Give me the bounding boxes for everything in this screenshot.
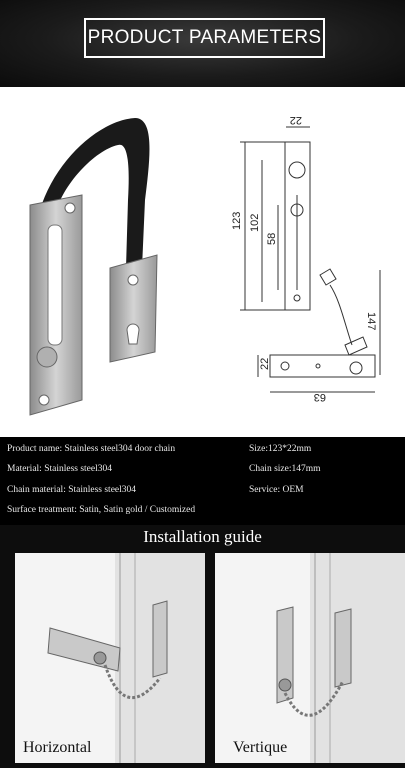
spec-chain-material: Chain material: Stainless steel304 — [7, 485, 137, 495]
spec-product-name: Product name: Stainless steel304 door chain — [7, 444, 176, 454]
dim-22-top: 22 — [289, 114, 302, 126]
dim-147: 147 — [365, 312, 377, 331]
spec-size: Size:123*22mm — [249, 444, 312, 454]
technical-drawing — [240, 127, 380, 392]
horizontal-install-image — [15, 553, 205, 763]
vertique-label: Vertique — [233, 739, 288, 756]
product-photo-section — [0, 87, 405, 437]
spec-chain-size: Chain size:147mm — [249, 464, 321, 474]
installation-guide — [0, 525, 405, 768]
dim-22-side: 22 — [259, 357, 271, 370]
horizontal-label: Horizontal — [23, 739, 92, 756]
spec-surface: Surface treatment: Satin, Satin gold / Customized — [7, 505, 196, 515]
dim-63: 63 — [313, 391, 326, 403]
spec-service: Service: OEM — [249, 485, 304, 495]
dim-58: 58 — [266, 232, 278, 245]
door-plate-long — [30, 195, 82, 415]
dim-123: 123 — [231, 211, 243, 230]
vertical-install-image — [215, 553, 405, 763]
keeper-plate — [110, 255, 157, 362]
spec-list — [0, 437, 405, 525]
spec-material: Material: Stainless steel304 — [7, 464, 113, 474]
dim-102: 102 — [249, 213, 261, 232]
header-banner — [0, 0, 405, 87]
install-panel-vertique — [215, 553, 405, 763]
product-illustration — [0, 87, 405, 437]
install-panel-horizontal — [15, 553, 205, 763]
page-title: PRODUCT PARAMETERS — [84, 18, 325, 58]
installation-title: Installation guide — [143, 527, 262, 546]
